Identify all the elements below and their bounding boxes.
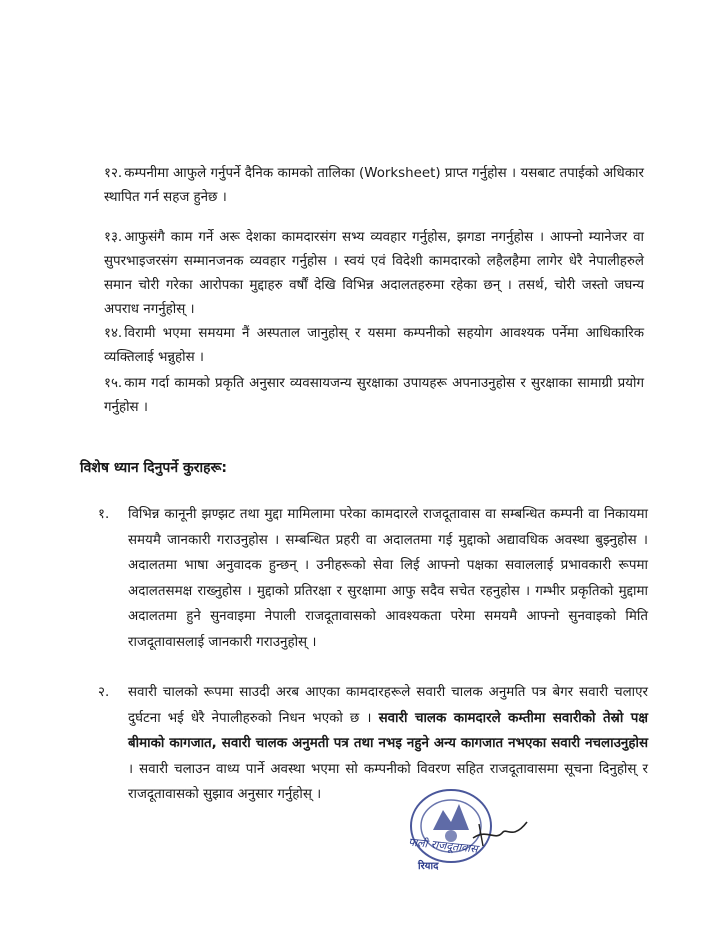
item-text: काम गर्दा कामको प्रकृति अनुसार व्यवसायजन्य सुरक्षाका उपायहरू अपनाउनुहोस र सुरक्षाका सामाग्री प्रयोग गर्नुहोस ।	[104, 376, 644, 415]
seal-text-bottom: रियाद	[418, 861, 439, 872]
seal-text-top: पाली राजदूतावास	[407, 835, 479, 856]
item-number: १४.	[104, 326, 123, 341]
item-text: विरामी भएमा समयमा नैं अस्पताल जानुहोस् र यसमा कम्पनीको सहयोग आवश्यक पर्नेमा आधिकारिक व्यक्तिलाई भन्नुहोस ।	[104, 326, 644, 365]
item-number: १३.	[104, 230, 123, 245]
item-text-plain-end: । सवारी चलाउन वाध्य पार्ने अवस्था भएमा सो कम्पनीको विवरण सहित राजदूतावासमा सूचना दिनुहोस् र राजदूतावासको सुझाव अनुसार गर्नुहोस् ।	[128, 761, 648, 802]
list-item-12	[104, 162, 644, 210]
item-number: १२.	[104, 166, 123, 181]
item-number: १५.	[104, 376, 123, 391]
section-heading: विशेष ध्यान दिनुपर्ने कुराहरू:	[80, 460, 227, 476]
item-text: कम्पनीमा आफुले गर्नुपर्ने दैनिक कामको तालिका (Worksheet) प्राप्त गर्नुहोस । यसबाट तपाईको अधिकार स्थापित गर्न सहज हुनेछ ।	[104, 166, 644, 205]
item-text: आफुसंगै काम गर्ने अरू देशका कामदारसंग सभ्य व्यवहार गर्नुहोस, झगडा नगर्नुहोस । आफ्नो म्यानेजर वा सुपरभाइजरसंग सम्मानजनक व्यवहार गर्नुहोस । स्वयं एवं विदेशी कामदारको लहैलहैमा लागेर धेरै नेपालीहरुले समान चोरी गरेका आरोपका मुद्दाहरु वर्षौं देखि विभिन्न अदालतहरुमा रहेका छन् । तसर्थ, चोरी जस्तो जघन्य अपराध नगर्नुहोस् ।	[104, 230, 644, 317]
item-text: विभिन्न कानूनी झण्झट तथा मुद्दा मामिलामा परेका कामदारले राजदूतावास वा सम्बन्धित कम्पनी वा निकायमा समयमै जानकारी गराउनुहोस । सम्बन्धित प्रहरी वा अदालतमा गई मुद्दाको अद्यावधिक अवस्था बुझ्नुहोस । अदालतमा भाषा अनुवादक हुन्छन् । उनीहरूको सेवा लिई आफ्नो पक्षका सवाललाई प्रभावकारी रूपमा अदालतसमक्ष राख्नुहोस । मुद्दाको प्रतिरक्षा र सुरक्षामा आफु सदैव सचेत रहनुहोस । गम्भीर प्रकृतिको मुद्दामा अदालतमा हुने सुनवाइमा नेपाली राजदूतावासको आवश्यकता परेमा समयमै आफ्नो सुनवाइको मिति राजदूतावासलाई जानकारी गराउनुहोस् ।	[128, 507, 648, 650]
item-number: २.	[98, 685, 110, 700]
list-item-15	[104, 372, 644, 420]
item-text-plain: सवारी चालको रूपमा साउदी अरब आएका कामदारहरूले सवारी चालक अनुमति पत्र बेगर सवारी चलाएर दुर्घटना भई धेरै नेपालीहरुको निधन भएको छ ।	[128, 685, 648, 726]
special-item-2	[98, 680, 648, 808]
list-item-14	[104, 322, 644, 370]
list-item-13	[104, 226, 644, 322]
item-text-bold: सवारी चालक कामदारले कम्तीमा सवारीको तेस्रो पक्ष बीमाको कागजात, सवारी चालक अनुमती पत्र तथा नभइ नहुने अन्य कागजात नभएका सवारी नचलाउनुहोस	[128, 710, 648, 751]
special-item-1	[98, 502, 648, 655]
item-number: १.	[98, 507, 110, 522]
